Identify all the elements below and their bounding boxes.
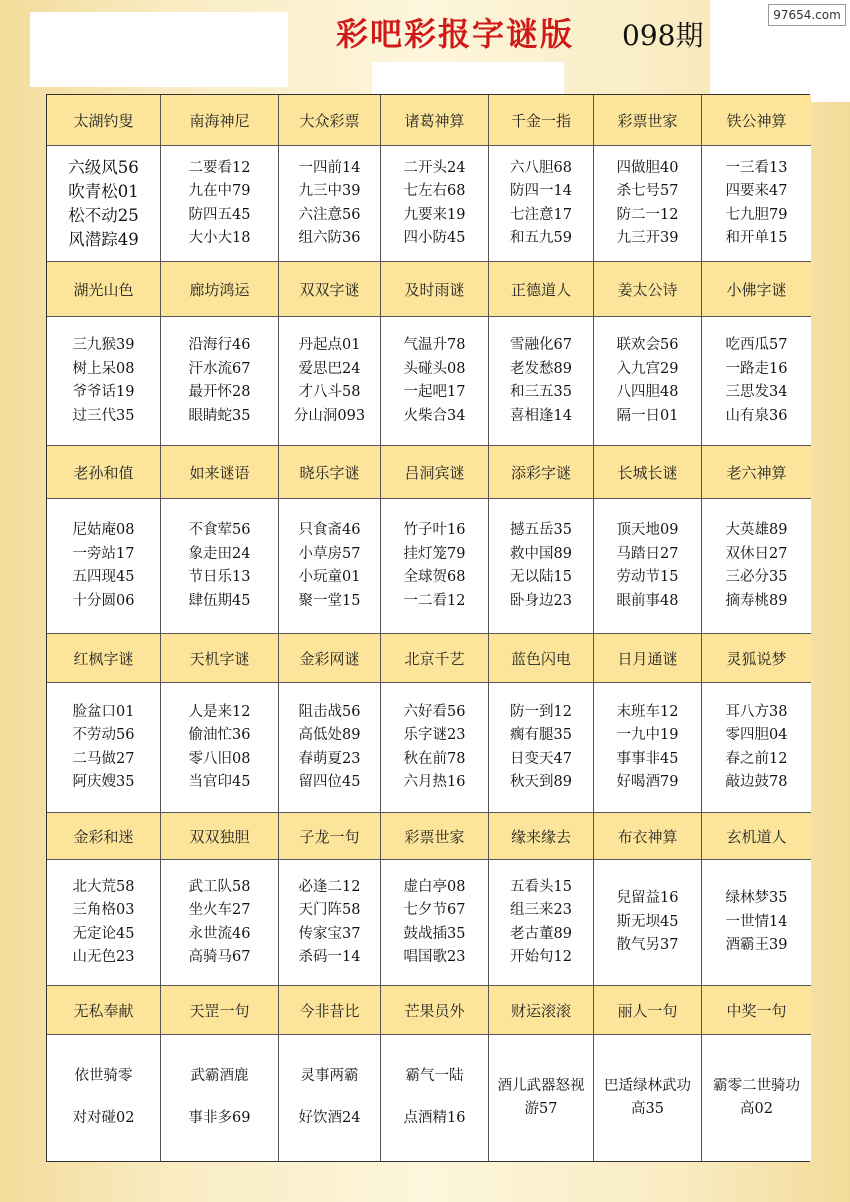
riddle-line: 巴适绿林武功高35 — [604, 1077, 691, 1117]
riddle-line: 霸零二世骑功高02 — [713, 1077, 800, 1117]
riddle-cell — [161, 146, 279, 262]
riddle-line: 七九胆79 — [725, 206, 788, 223]
riddle-line: 最开怀28 — [188, 384, 251, 400]
riddle-line: 大小大18 — [188, 230, 251, 246]
riddle-line: 老古董89 — [510, 925, 572, 942]
riddle-line: 风潜踪49 — [68, 229, 139, 249]
riddle-line: 双休日27 — [725, 545, 788, 562]
riddle-line: 杀七号57 — [616, 183, 679, 199]
riddle-line: 必逢二12 — [298, 878, 361, 895]
riddle-line: 末班车12 — [616, 703, 679, 720]
section-header-cell: 千金一指 — [489, 95, 594, 146]
section-header-cell: 如来谜语 — [161, 446, 279, 499]
section-header-cell: 姜太公诗 — [594, 262, 702, 317]
riddle-line: 聚一堂15 — [298, 592, 361, 609]
riddle-line: 事非多69 — [188, 1110, 251, 1127]
riddle-line: 不劳动56 — [72, 727, 135, 743]
section-header-cell: 日月通谜 — [594, 634, 702, 683]
riddle-line: 分山洞093 — [293, 407, 366, 424]
riddle-line: 五看头15 — [510, 878, 572, 895]
riddle-line: 汗水流67 — [188, 360, 251, 377]
riddle-cell — [489, 860, 594, 986]
section-header-cell: 诸葛神算 — [381, 95, 489, 146]
riddle-line: 树上呆08 — [72, 360, 135, 377]
riddle-line: 零八旧08 — [188, 750, 251, 767]
riddle-cell — [279, 1035, 381, 1161]
riddle-cell — [702, 146, 811, 262]
riddle-line: 象走田24 — [188, 545, 251, 562]
riddle-line: 酒霸王39 — [725, 937, 788, 954]
riddle-line: 脸盆口01 — [72, 703, 135, 720]
riddle-cell — [489, 1035, 594, 1161]
riddle-line: 二要看12 — [188, 159, 251, 176]
section-header-cell: 湖光山色 — [47, 262, 161, 317]
riddle-line: 救中国89 — [510, 545, 572, 562]
section-header-cell: 蓝色闪电 — [489, 634, 594, 683]
section-header-cell: 彩票世家 — [594, 95, 702, 146]
blank-panel-center — [372, 62, 564, 96]
riddle-cell — [47, 146, 161, 262]
riddle-cell — [279, 317, 381, 446]
section-header-cell: 红枫字谜 — [47, 634, 161, 683]
riddle-line: 永世流46 — [188, 925, 251, 942]
riddle-line: 丹起点01 — [298, 337, 361, 353]
riddle-line: 一起吧17 — [403, 384, 466, 400]
riddle-line: 传家宝37 — [298, 925, 361, 942]
riddle-line: 春之前12 — [725, 750, 788, 767]
riddle-cell — [279, 499, 381, 634]
section-header-cell: 金彩和迷 — [47, 813, 161, 860]
section-header-cell: 南海神尼 — [161, 95, 279, 146]
section-header-cell: 添彩字谜 — [489, 446, 594, 499]
riddle-line: 乐字谜23 — [403, 727, 466, 743]
riddle-cell — [381, 860, 489, 986]
riddle-line: 松不动25 — [68, 205, 139, 225]
riddle-line: 霸气一陆 — [405, 1068, 464, 1085]
section-header-cell: 太湖钓叟 — [47, 95, 161, 146]
issue-number: 098期 — [622, 19, 704, 52]
section-header-cell: 廊坊鸿运 — [161, 262, 279, 317]
section-header-cell: 老六神算 — [702, 446, 811, 499]
blank-panel-left — [30, 12, 288, 87]
riddle-line: 和五九59 — [510, 230, 572, 246]
riddle-line: 好饮酒24 — [298, 1110, 361, 1127]
riddle-line: 竹子叶16 — [403, 522, 466, 538]
section-header-cell: 小佛字谜 — [702, 262, 811, 317]
riddle-cell — [47, 317, 161, 446]
riddle-line: 山有泉36 — [725, 407, 788, 424]
riddle-cell — [702, 683, 811, 813]
riddle-line: 隔一日01 — [616, 407, 679, 424]
riddle-line: 四要来47 — [725, 183, 788, 199]
riddle-line: 绿林梦35 — [725, 890, 788, 907]
riddle-line: 只食斋46 — [298, 522, 361, 538]
riddle-line: 一三看13 — [725, 159, 788, 176]
riddle-line: 九在中79 — [188, 183, 251, 199]
riddle-line: 无以陆15 — [510, 569, 572, 585]
section-header-cell: 中奖一句 — [702, 986, 811, 1035]
riddle-line: 九要来19 — [403, 206, 466, 223]
section-header-cell: 长城长谜 — [594, 446, 702, 499]
riddle-line: 和三五35 — [510, 384, 572, 400]
riddle-line: 高低处89 — [298, 727, 361, 743]
riddle-line: 撼五岳35 — [510, 522, 572, 538]
section-header-cell: 子龙一句 — [279, 813, 381, 860]
riddle-line: 六级风56 — [68, 157, 139, 177]
section-header-cell: 晓乐字谜 — [279, 446, 381, 499]
riddle-line: 鼓战插35 — [403, 925, 466, 942]
riddle-line: 春萌夏23 — [298, 750, 361, 767]
riddle-line: 气温升78 — [403, 337, 466, 353]
riddle-line: 尼姑庵08 — [72, 522, 135, 538]
riddle-line: 三九猴39 — [72, 337, 135, 353]
riddle-line: 防四五45 — [188, 206, 251, 223]
riddle-line: 七夕节67 — [403, 902, 466, 918]
riddle-line: 不食荤56 — [188, 522, 251, 538]
riddle-line: 二马做27 — [72, 750, 135, 767]
riddle-line: 小玩童01 — [298, 569, 361, 585]
riddle-line: 喜相逢14 — [510, 407, 572, 424]
riddle-line: 一二看12 — [403, 592, 466, 609]
riddle-line: 当官印45 — [188, 774, 251, 790]
riddle-table — [46, 94, 810, 1162]
section-header-cell: 财运滚滚 — [489, 986, 594, 1035]
riddle-line: 唱国歌23 — [403, 949, 466, 965]
riddle-line: 秋在前78 — [403, 750, 466, 767]
riddle-line: 火柴合34 — [403, 407, 466, 424]
riddle-line: 二开头24 — [403, 159, 466, 176]
riddle-line: 卧身边23 — [510, 592, 572, 609]
riddle-line: 肆伍期45 — [188, 592, 251, 609]
riddle-line: 散气另37 — [616, 937, 679, 954]
riddle-line: 零四胆04 — [725, 727, 788, 743]
riddle-line: 三思发34 — [725, 384, 788, 400]
riddle-line: 三必分35 — [725, 569, 788, 585]
riddle-line: 四做胆40 — [616, 159, 679, 176]
riddle-cell — [161, 860, 279, 986]
riddle-cell — [702, 317, 811, 446]
riddle-line: 六八胆68 — [510, 159, 572, 176]
section-header-cell: 灵狐说梦 — [702, 634, 811, 683]
section-header-cell: 玄机道人 — [702, 813, 811, 860]
section-header-cell: 无私奉献 — [47, 986, 161, 1035]
riddle-line: 虚白亭08 — [403, 878, 466, 895]
section-header-cell: 彩票世家 — [381, 813, 489, 860]
section-header-cell: 大众彩票 — [279, 95, 381, 146]
riddle-cell — [47, 683, 161, 813]
site-watermark: 97654.com — [768, 4, 846, 26]
riddle-line: 武霸酒鹿 — [190, 1068, 249, 1085]
riddle-line: 北大荒58 — [72, 878, 135, 895]
riddle-line: 老发愁89 — [510, 360, 572, 377]
riddle-line: 酒儿武器怒视游57 — [497, 1077, 585, 1117]
riddle-cell — [381, 683, 489, 813]
riddle-line: 眼睛蛇35 — [188, 407, 251, 424]
riddle-line: 瘸有腿35 — [510, 727, 572, 743]
riddle-cell — [489, 317, 594, 446]
riddle-line: 眼前事48 — [616, 592, 679, 609]
riddle-line: 坐火车27 — [188, 902, 251, 918]
riddle-line: 天门阵58 — [298, 902, 361, 918]
riddle-cell — [161, 317, 279, 446]
riddle-line: 武工队58 — [188, 878, 251, 895]
section-header-cell: 北京千艺 — [381, 634, 489, 683]
riddle-line: 九三开39 — [616, 230, 679, 246]
riddle-line: 灵事两霸 — [300, 1068, 359, 1085]
riddle-line: 入九宫29 — [616, 360, 679, 377]
riddle-line: 联欢会56 — [616, 337, 679, 353]
riddle-line: 劳动节15 — [616, 569, 679, 585]
riddle-cell — [381, 146, 489, 262]
riddle-line: 人是来12 — [188, 703, 251, 720]
riddle-cell — [594, 317, 702, 446]
riddle-cell — [161, 1035, 279, 1161]
riddle-line: 防四一14 — [510, 183, 572, 199]
riddle-line: 日变天47 — [510, 750, 572, 767]
riddle-line: 六好看56 — [403, 703, 466, 720]
riddle-line: 一路走16 — [725, 360, 788, 377]
riddle-line: 六注意56 — [298, 206, 361, 223]
riddle-cell — [489, 499, 594, 634]
riddle-line: 防二一12 — [616, 206, 679, 223]
riddle-cell — [594, 146, 702, 262]
section-header-cell: 今非昔比 — [279, 986, 381, 1035]
riddle-line: 留四位45 — [298, 774, 361, 790]
riddle-cell — [381, 1035, 489, 1161]
riddle-line: 和开单15 — [725, 230, 788, 246]
riddle-cell — [279, 146, 381, 262]
riddle-line: 沿海行46 — [188, 337, 251, 353]
section-header-cell: 及时雨谜 — [381, 262, 489, 317]
riddle-cell — [47, 1035, 161, 1161]
section-header-cell: 双双独胆 — [161, 813, 279, 860]
riddle-cell — [47, 499, 161, 634]
riddle-line: 六月热16 — [403, 774, 466, 790]
riddle-cell — [594, 683, 702, 813]
riddle-line: 防一到12 — [510, 703, 572, 720]
riddle-line: 点酒精16 — [403, 1110, 466, 1127]
riddle-line: 八四胆48 — [616, 384, 679, 400]
riddle-line: 节日乐13 — [188, 569, 251, 585]
section-header-cell: 铁公神算 — [702, 95, 811, 146]
riddle-cell — [381, 317, 489, 446]
riddle-line: 四小防45 — [403, 230, 466, 246]
riddle-line: 爷爷话19 — [72, 384, 135, 400]
riddle-cell — [279, 683, 381, 813]
riddle-cell — [279, 860, 381, 986]
riddle-line: 无定论45 — [72, 925, 135, 942]
riddle-line: 高骑马67 — [188, 949, 251, 965]
riddle-cell — [594, 860, 702, 986]
section-header-cell: 丽人一句 — [594, 986, 702, 1035]
riddle-line: 全球贺68 — [403, 569, 466, 585]
riddle-line: 耳八方38 — [725, 703, 788, 720]
riddle-line: 阻击战56 — [298, 703, 361, 720]
riddle-line: 摘寿桃89 — [725, 592, 788, 609]
riddle-line: 依世骑零 — [74, 1068, 133, 1085]
section-header-cell: 芒果员外 — [381, 986, 489, 1035]
riddle-cell — [702, 1035, 811, 1161]
riddle-cell — [381, 499, 489, 634]
riddle-line: 头碰头08 — [403, 360, 466, 377]
riddle-cell — [161, 499, 279, 634]
riddle-line: 顶天地09 — [616, 522, 679, 538]
riddle-line: 一世情14 — [725, 913, 788, 930]
riddle-line: 大英雄89 — [725, 522, 788, 538]
section-header-cell: 布衣神算 — [594, 813, 702, 860]
riddle-cell — [161, 683, 279, 813]
riddle-cell — [594, 1035, 702, 1161]
riddle-line: 一四前14 — [298, 159, 361, 176]
riddle-cell — [702, 499, 811, 634]
section-header-cell: 天罡一句 — [161, 986, 279, 1035]
section-header-cell: 天机字谜 — [161, 634, 279, 683]
riddle-cell — [47, 860, 161, 986]
riddle-line: 七注意17 — [510, 206, 572, 223]
section-header-cell: 双双字谜 — [279, 262, 381, 317]
riddle-cell — [702, 860, 811, 986]
riddle-line: 杀码一14 — [298, 949, 361, 965]
section-header-cell: 缘来缘去 — [489, 813, 594, 860]
riddle-line: 组三来23 — [510, 902, 572, 918]
riddle-line: 三角格03 — [72, 902, 135, 918]
riddle-line: 五四现45 — [72, 569, 135, 585]
riddle-line: 吃西瓜57 — [725, 337, 788, 353]
section-header-cell: 正德道人 — [489, 262, 594, 317]
riddle-line: 敲边鼓78 — [725, 774, 788, 790]
riddle-line: 阿庆嫂35 — [72, 774, 135, 790]
riddle-line: 好喝酒79 — [616, 774, 679, 790]
riddle-cell — [594, 499, 702, 634]
riddle-line: 十分圆06 — [72, 592, 135, 609]
riddle-line: 组六防36 — [298, 230, 361, 246]
riddle-cell — [489, 146, 594, 262]
riddle-line: 爱思巴24 — [298, 360, 361, 377]
riddle-line: 过三代35 — [72, 407, 135, 424]
riddle-line: 对对碰02 — [72, 1110, 135, 1127]
riddle-cell — [489, 683, 594, 813]
riddle-line: 小草房57 — [298, 545, 361, 562]
riddle-line: 事事非45 — [616, 750, 679, 767]
riddle-line: 才八斗58 — [298, 384, 361, 400]
riddle-line: 一旁站17 — [72, 545, 135, 562]
riddle-line: 开始句12 — [510, 949, 572, 965]
section-header-cell: 老孙和值 — [47, 446, 161, 499]
riddle-line: 雪融化67 — [510, 337, 572, 353]
riddle-line: 一九中19 — [616, 727, 679, 743]
riddle-line: 七左右68 — [403, 183, 466, 199]
riddle-line: 山无色23 — [72, 949, 135, 965]
riddle-line: 兒留益16 — [616, 890, 679, 907]
riddle-line: 秋天到89 — [510, 774, 572, 790]
riddle-line: 挂灯笼79 — [403, 545, 466, 562]
riddle-line: 吹青松01 — [68, 181, 139, 201]
riddle-line: 斯无坝45 — [616, 913, 679, 930]
section-header-cell: 吕洞宾谜 — [381, 446, 489, 499]
riddle-line: 马踏日27 — [616, 545, 679, 562]
section-header-cell: 金彩网谜 — [279, 634, 381, 683]
riddle-line: 九三中39 — [298, 183, 361, 199]
riddle-line: 偷油忙36 — [188, 727, 251, 743]
page-title: 彩吧彩报字谜版 — [336, 15, 575, 53]
